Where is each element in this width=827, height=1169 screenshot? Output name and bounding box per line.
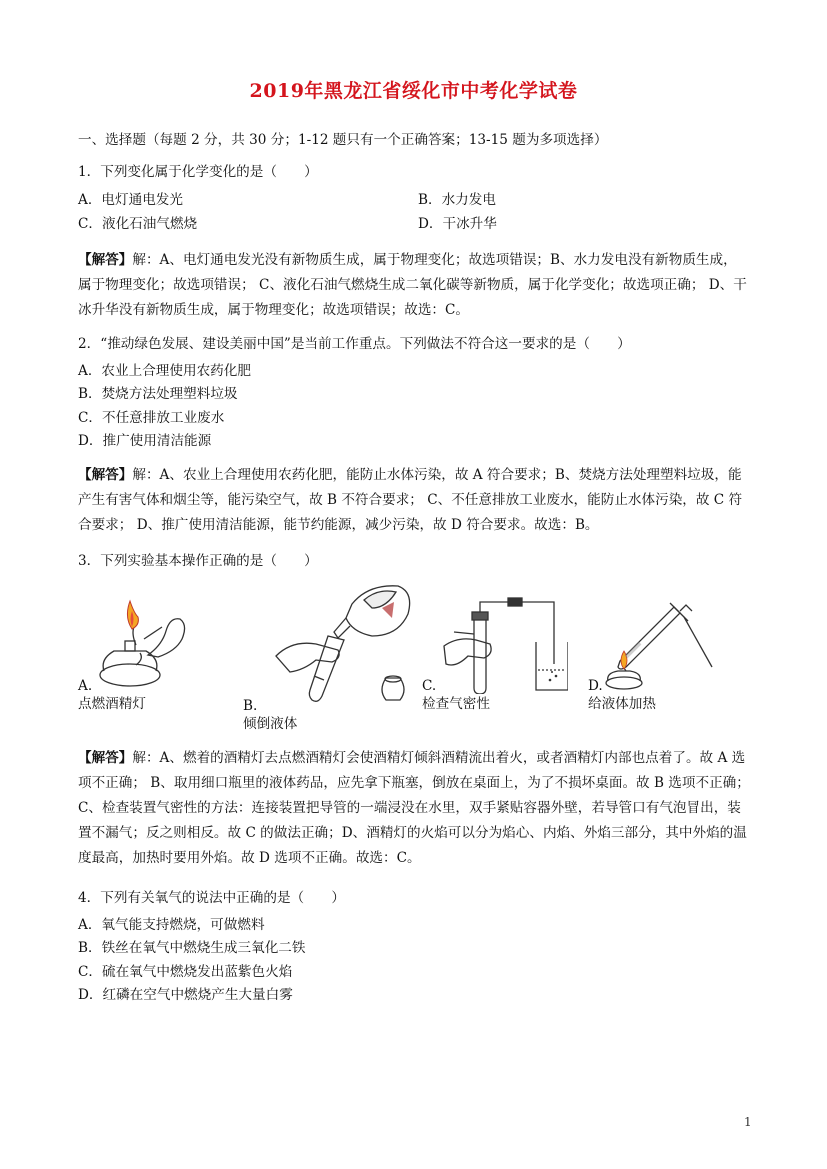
figure-d-heating-liquid-illustration <box>600 595 720 690</box>
section-heading: 一、选择题（每题 2 分，共 30 分；1-12 题只有一个正确答案；13-15 题为多项选择） <box>78 132 608 148</box>
q4-option-d: D．红磷在空气中燃烧产生大量白雾 <box>78 987 293 1003</box>
q3-option-d-text: 给液体加热 <box>588 696 656 712</box>
q3-option-b-text: 倾倒液体 <box>243 716 298 732</box>
q3-answer-body: 解：A、燃着的酒精灯去点燃酒精灯会使酒精灯倾斜酒精流出着火，或者酒精灯内部也点着了。故 A 选项不正确； B、取用细口瓶里的液体药品，应先拿下瓶塞，倒放在桌面上，为了不损坏桌面。故 B 选项不正确； C、检查装置气密性的方法：连接装置把导管的一端浸没在水里，双手紧贴容器外壁，若导管口有气泡冒出，装置不漏气；反之则相反。故 C 的做法正确；D、酒精灯的火焰可以分为焰心、内焰、外焰三部分，其中外焰的温度最高，加热时要用外焰。故 D 选项不正确。故选：C。 <box>78 750 750 866</box>
q3-answer-tag: 【解答】 <box>78 750 133 766</box>
q3-answer <box>78 746 750 871</box>
figure-b-pouring-liquid-illustration <box>268 578 418 708</box>
q4-option-c: C．硫在氧气中燃烧发出蓝紫色火焰 <box>78 964 293 980</box>
q4-stem: 4．下列有关氧气的说法中正确的是（ ） <box>78 890 345 906</box>
q2-option-b: B．焚烧方法处理塑料垃圾 <box>78 386 238 402</box>
q3-option-a-text: 点燃酒精灯 <box>78 696 146 712</box>
q1-option-b: B．水力发电 <box>418 192 496 208</box>
figure-a-alcohol-lamp-illustration <box>92 595 192 690</box>
q2-stem: 2．“推动绿色发展、建设美丽中国”是当前工作重点。下列做法不符合这一要求的是（ ） <box>78 336 631 352</box>
q1-option-d: D．干冰升华 <box>418 216 497 232</box>
page-title: 2019年黑龙江省绥化市中考化学试卷 <box>249 80 578 102</box>
q2-answer-tag: 【解答】 <box>78 467 133 483</box>
q3-option-b-letter: B. <box>243 698 258 714</box>
q1-option-c: C．液化石油气燃烧 <box>78 216 198 232</box>
page-number: 1 <box>744 1115 752 1129</box>
q3-option-c-letter: C. <box>422 678 437 694</box>
q2-option-d: D．推广使用清洁能源 <box>78 433 212 449</box>
q4-option-a: A．氧气能支持燃烧，可做燃料 <box>78 917 265 933</box>
q2-answer <box>78 463 750 538</box>
q2-option-a: A．农业上合理使用农药化肥 <box>78 363 251 379</box>
q3-option-d-letter: D. <box>588 678 603 694</box>
q3-stem: 3．下列实验基本操作正确的是（ ） <box>78 553 318 569</box>
q1-option-a: A．电灯通电发光 <box>78 192 183 208</box>
q3-option-c-text: 检查气密性 <box>422 696 490 712</box>
q1-stem: 1．下列变化属于化学变化的是（ ） <box>78 164 318 180</box>
q1-answer-tag: 【解答】 <box>78 252 133 268</box>
q4-option-b: B．铁丝在氧气中燃烧生成三氧化二铁 <box>78 940 306 956</box>
figure-c-airtightness-check-illustration <box>438 594 568 694</box>
q1-answer <box>78 248 750 323</box>
q2-option-c: C．不任意排放工业废水 <box>78 410 225 426</box>
q1-answer-body: 解：A、电灯通电发光没有新物质生成，属于物理变化；故选项错误；B、水力发电没有新物质生成，属于物理变化；故选项错误； C、液化石油气燃烧生成二氧化碳等新物质，属于化学变化；故选项正确； D、干冰升华没有新物质生成，属于物理变化；故选项错误；故选：C。 <box>78 252 747 318</box>
q3-option-a-letter: A. <box>78 678 93 694</box>
q2-answer-body: 解：A、农业上合理使用农药化肥，能防止水体污染，故 A 符合要求；B、焚烧方法处理塑料垃圾，能产生有害气体和烟尘等，能污染空气，故 B 不符合要求； C、不任意排放工业废水，能防止水体污染，故 C 符合要求； D、推广使用清洁能源，能节约能源，减少污染，故 D 符合要求。故选：B。 <box>78 467 743 533</box>
